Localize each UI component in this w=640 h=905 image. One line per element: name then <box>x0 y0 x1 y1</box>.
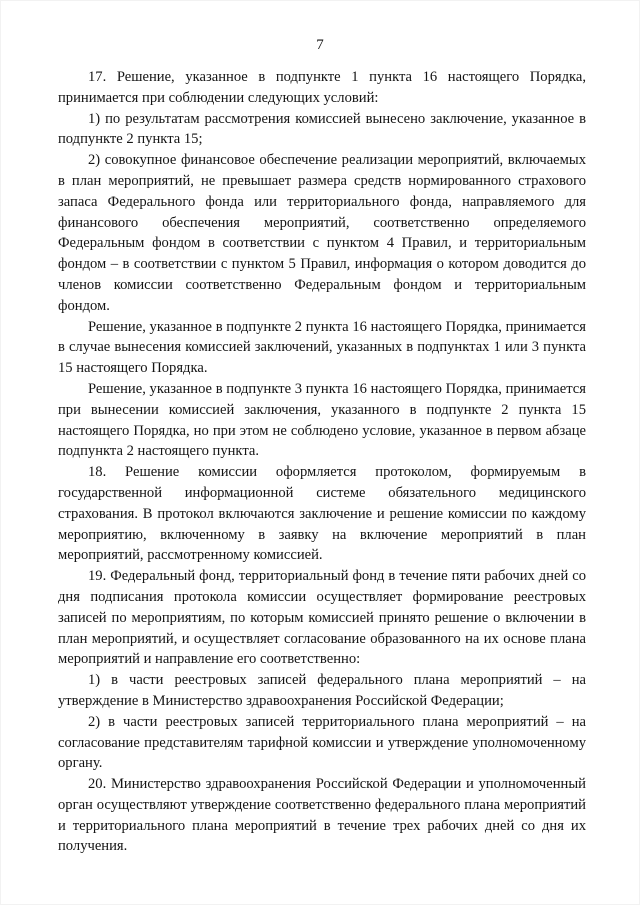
paragraph-19-item-2: 2) в части реестровых записей территориального плана мероприятий – на согласование представителям тарифной комиссии и утверждение уполномоченному органу. <box>58 713 586 772</box>
page-number: 7 <box>316 37 324 53</box>
paragraph-17-item-2: 2) совокупное финансовое обеспечение реализации мероприятий, включаемых в план мероприятий, не превышает размера средств нормированного страхового запаса Федерального фонда или территориального фонда, направляемого для финансового обеспечения мероприятий, соответственно определяемого Федеральным фондом в соответствии с пунктом 4 Правил, и территориальным фондом – в соответствии с пунктом 5 Правил, информация о котором доводится до членов комиссии соответственно Федеральным фондом и территориальным фондом. <box>58 152 586 314</box>
document-body <box>58 67 586 857</box>
paragraph-18: 18. Решение комиссии оформляется протоколом, формируемым в государственной информационной системе обязательного медицинского страхования. В протокол включаются заключение и решение комиссии по каждому мероприятию, включенному в заявку на включение мероприятий в план мероприятий, рассмотренному комиссией. <box>58 464 586 564</box>
paragraph-19: 19. Федеральный фонд, территориальный фонд в течение пяти рабочих дней со дня подписания протокола комиссии осуществляет формирование реестровых записей по мероприятиям, по которым комиссией принято решение о включении в план мероприятий, и осуществляет согласование образованного на их основе плана мероприятий и направление его соответственно: <box>58 568 586 668</box>
paragraph-17-decision-2: Решение, указанное в подпункте 2 пункта 16 настоящего Порядка, принимается в случае вынесения комиссией заключений, указанных в подпунктах 1 или 3 пункта 15 настоящего Порядка. <box>58 318 586 377</box>
paragraph-20: 20. Министерство здравоохранения Российской Федерации и уполномоченный орган осуществляют утверждение соответственно федерального плана мероприятий и территориального плана мероприятий в течение трех рабочих дней со дня их получения. <box>58 776 586 855</box>
paragraph-17-decision-3: Решение, указанное в подпункте 3 пункта 16 настоящего Порядка, принимается при вынесении комиссией заключения, указанного в подпункте 2 пункта 15 настоящего Порядка, но при этом не соблюдено условие, указанное в первом абзаце подпункта 2 настоящего пункта. <box>58 380 586 460</box>
paragraph-17-item-1: 1) по результатам рассмотрения комиссией вынесено заключение, указанное в подпункте 2 пункта 15; <box>58 110 586 148</box>
paragraph-19-item-1: 1) в части реестровых записей федерального плана мероприятий – на утверждение в Министерство здравоохранения Российской Федерации; <box>58 672 586 709</box>
paragraph-17: 17. Решение, указанное в подпункте 1 пункта 16 настоящего Порядка, принимается при соблюдении следующих условий: <box>58 69 586 106</box>
